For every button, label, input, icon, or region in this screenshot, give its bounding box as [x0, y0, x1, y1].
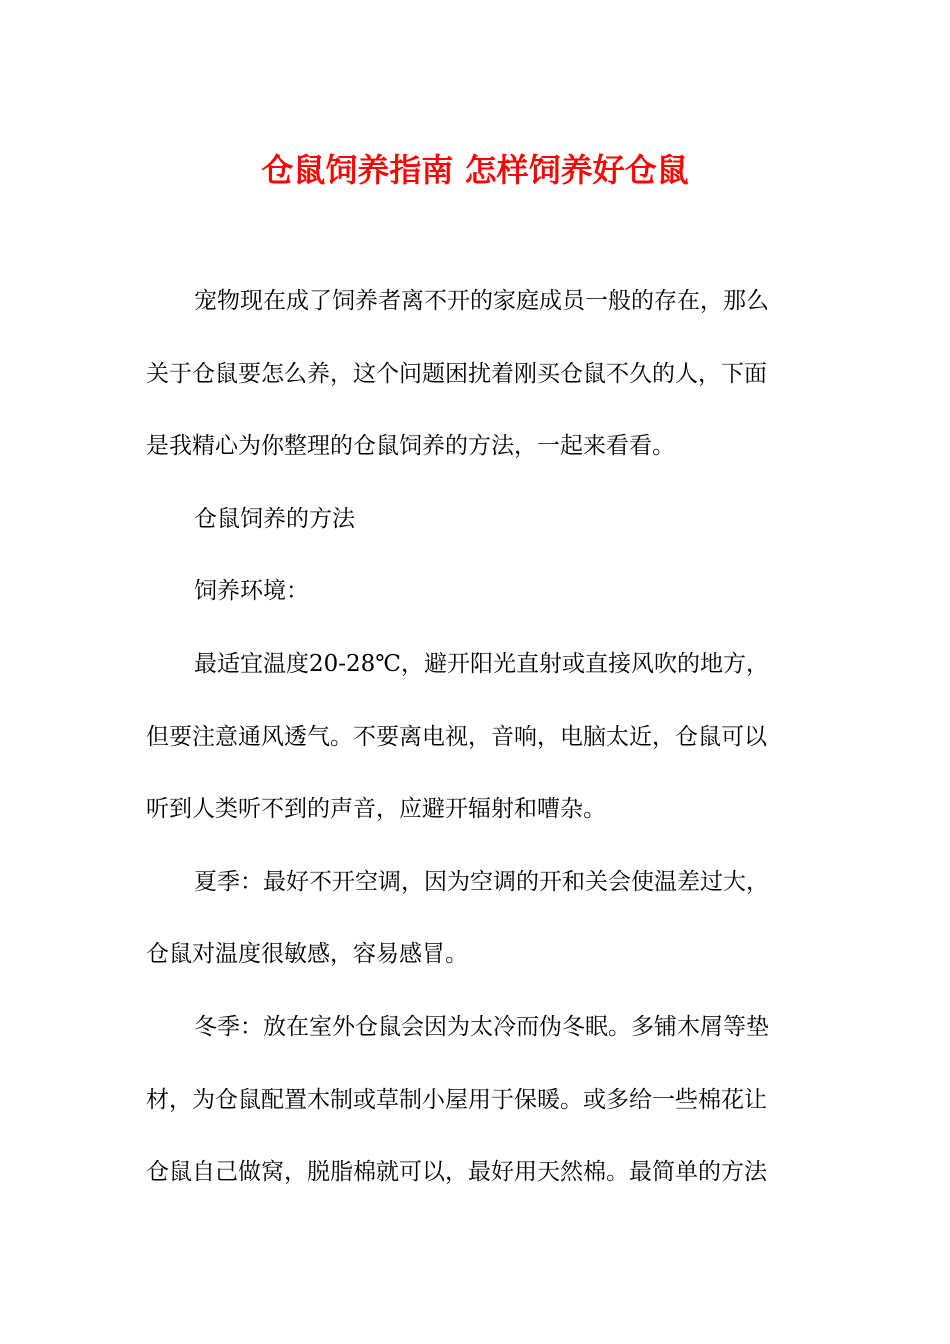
paragraph-winter [146, 1004, 794, 1222]
paragraph-line: 夏季：最好不开空调，因为空调的开和关会使温差过大， [194, 868, 769, 895]
paragraph-intro [146, 278, 794, 496]
paragraph-line: 仓鼠对温度很敏感，容易感冒。 [146, 941, 468, 968]
paragraph-line: 仓鼠饲养的方法 [194, 505, 355, 532]
paragraph-line: 饲养环境： [194, 578, 309, 605]
paragraph-line: 但要注意通风透气。不要离电视，音响，电脑太近，仓鼠可以 [146, 723, 767, 750]
paragraph-line: 仓鼠自己做窝，脱脂棉就可以，最好用天然棉。最简单的方法 [146, 1159, 767, 1186]
section-heading [146, 496, 794, 569]
paragraph-summer [146, 859, 794, 1004]
document-title: 仓鼠饲养指南 怎样饲养好仓鼠 [261, 151, 689, 189]
paragraph-line: 是我精心为你整理的仓鼠饲养的方法，一起来看看。 [146, 433, 675, 460]
paragraph-line: 宠物现在成了饲养者离不开的家庭成员一般的存在，那么 [194, 288, 769, 314]
paragraph-environment [146, 641, 794, 859]
paragraph-line: 最适宜温度20-28℃，避开阳光直射或直接风吹的地方， [194, 650, 770, 677]
subsection-heading [146, 568, 794, 641]
paragraph-line: 关于仓鼠要怎么养，这个问题困扰着刚买仓鼠不久的人，下面 [146, 360, 767, 387]
paragraph-line: 材，为仓鼠配置木制或草制小屋用于保暖。或多给一些棉花让 [146, 1086, 767, 1113]
paragraph-line: 冬季：放在室外仓鼠会因为太冷而伪冬眠。多铺木屑等垫 [194, 1013, 769, 1040]
paragraph-line: 听到人类听不到的声音，应避开辐射和嘈杂。 [146, 796, 606, 823]
document-body [146, 278, 794, 1222]
